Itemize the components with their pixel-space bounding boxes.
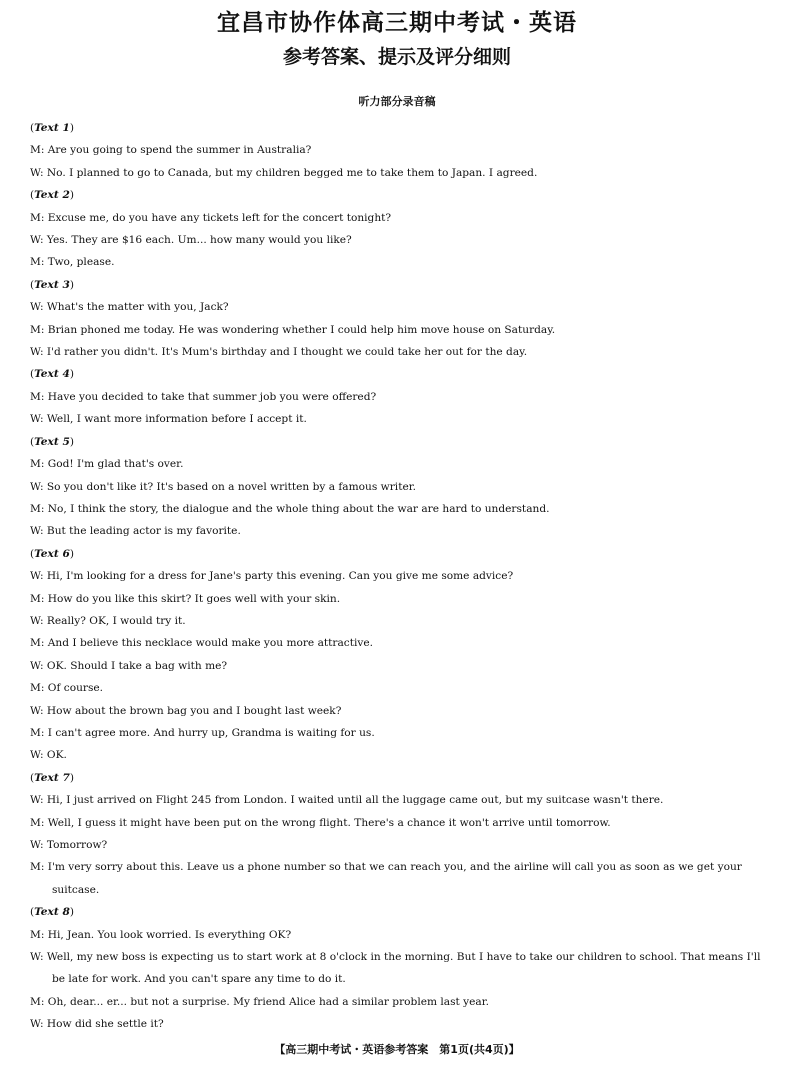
dialogue-line: M: No, I think the story, the dialogue and the whole thing about the war are hard to understand. [30,502,550,515]
transcript [30,117,770,1036]
dialogue-line: W: Well, I want more information before I accept it. [30,413,307,426]
text-marker: (Text 4) [30,368,74,381]
dialogue-line: M: Two, please. [30,256,115,269]
dialogue-line: M: How do you like this skirt? It goes well with your skin. [30,592,341,605]
dialogue-line: W: Really? OK, I would try it. [30,614,186,627]
dialogue-line: M: Are you going to spend the summer in Australia? [30,144,312,157]
dialogue-line: W: OK. [30,749,67,762]
dialogue-line: M: I'm very sorry about this. Leave us a phone number so that we can reach you, and the airline will call you as soon as we get your suitcase. [30,861,742,896]
dialogue-line: M: Hi, Jean. You look worried. Is everything OK? [30,928,292,941]
text-marker-label: Text 8 [34,906,70,919]
dialogue-line: W: How about the brown bag you and I bought last week? [30,704,342,717]
text-marker-label: Text 1 [34,122,70,134]
text-marker: (Text 1) [30,122,74,134]
section-title: 听力部分录音稿 [358,95,436,108]
dialogue-line: M: Of course. [30,682,104,695]
dialogue-line: M: Excuse me, do you have any tickets left for the concert tonight? [30,211,392,224]
dialogue-line: M: Well, I guess it might have been put on the wrong flight. There's a chance it won't arrive until tomorrow. [30,816,611,829]
dialogue-line: W: I'd rather you didn't. It's Mum's birthday and I thought we could take her out for the day. [30,346,528,359]
dialogue-line: W: Hi, I just arrived on Flight 245 from London. I waited until all the luggage came out, but my suitcase wasn't there. [30,794,664,807]
document-subtitle: 参考答案、提示及评分细则 [282,46,511,68]
text-marker: (Text 5) [30,435,74,448]
text-marker: (Text 2) [30,189,74,202]
text-marker: (Text 3) [30,278,74,291]
dialogue-line: W: What's the matter with you, Jack? [30,301,229,314]
text-marker: (Text 7) [30,771,74,784]
text-marker: (Text 8) [30,906,74,919]
dialogue-line: W: Hi, I'm looking for a dress for Jane's party this evening. Can you give me some advice? [30,570,514,583]
dialogue-line: M: I can't agree more. And hurry up, Grandma is waiting for us. [30,726,375,739]
dialogue-line: W: But the leading actor is my favorite. [30,525,241,538]
text-marker: (Text 6) [30,547,74,560]
text-marker-label: Text 6 [34,547,70,560]
dialogue-line: W: Well, my new boss is expecting us to start work at 8 o'clock in the morning. But I have to take our children to school. That means I'll be late for work. And you can't spare any time to do it. [30,951,761,986]
dialogue-line: W: Tomorrow? [30,839,108,851]
text-marker-label: Text 5 [34,435,70,448]
dialogue-line: W: OK. Should I take a bag with me? [30,659,228,672]
text-marker-label: Text 7 [34,771,70,784]
dialogue-line: M: And I believe this necklace would make you more attractive. [30,637,373,650]
text-marker-label: Text 3 [34,278,70,291]
dialogue-line: W: So you don't like it? It's based on a novel written by a famous writer. [30,480,416,493]
dialogue-line: W: No. I planned to go to Canada, but my children begged me to take them to Japan. I agreed. [30,166,538,179]
text-marker-label: Text 4 [34,368,70,381]
dialogue-line: M: Oh, dear... er... but not a surprise. My friend Alice had a similar problem last year. [30,995,489,1008]
dialogue-line: M: God! I'm glad that's over. [30,458,184,471]
dialogue-line: W: How did she settle it? [30,1018,164,1031]
dialogue-line: M: Brian phoned me today. He was wondering whether I could help him move house on Saturday. [30,323,556,336]
document-title: 宜昌市协作体高三期中考试・英语 [217,10,577,36]
text-marker-label: Text 2 [34,189,70,202]
dialogue-line: W: Yes. They are $16 each. Um... how many would you like? [30,234,352,247]
page-footer: 【高三期中考试・英语参考答案 第1页(共4页)】 [274,1043,520,1056]
dialogue-line: M: Have you decided to take that summer job you were offered? [30,390,377,403]
